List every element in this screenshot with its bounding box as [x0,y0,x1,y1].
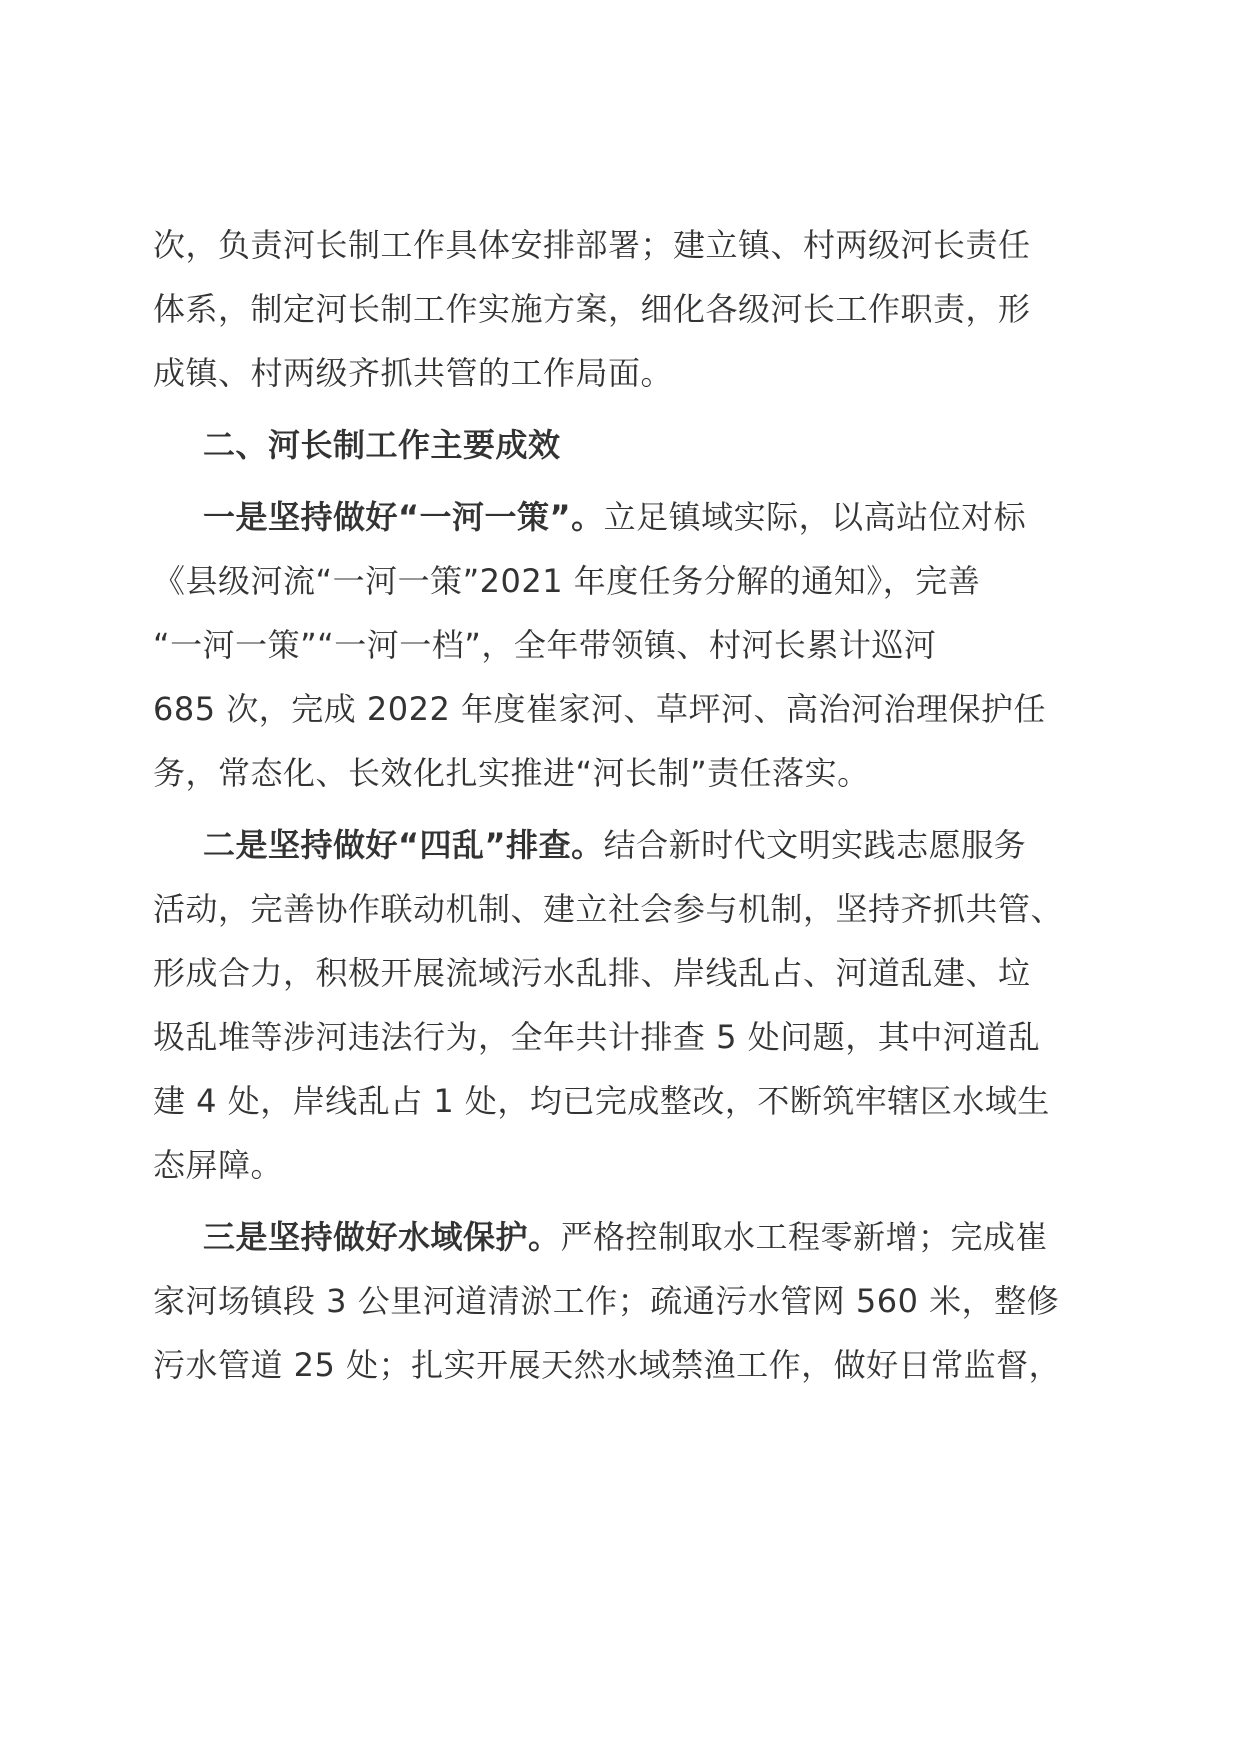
paragraph-first-line [153,1205,1089,1269]
text-line: “一河一策”“一河一档”，全年带领镇、村河长累计巡河 [153,626,937,664]
text-line: 家河场镇段 3 公里河道清淤工作；疏通污水管网 560 米，整修 [153,1282,1060,1320]
paragraph-lead: 二是坚持做好“四乱”排查。 [203,826,604,864]
text-line: 活动，完善协作联动机制、建立社会参与机制，坚持齐抓共管、 [153,890,1064,928]
text-line: 体系，制定河长制工作实施方案，细化各级河长工作职责，形 [153,290,1031,328]
paragraph-item-2 [153,813,1089,1197]
text-line: 685 次，完成 2022 年度崔家河、草坪河、高治河治理保护任 [153,690,1047,728]
text-line: 态屏障。 [153,1146,284,1184]
text-line: 建 4 处，岸线乱占 1 处，均已完成整改，不断筑牢辖区水域生 [153,1082,1050,1120]
paragraph-first-text: 结合新时代文明实践志愿服务 [603,826,1027,864]
paragraph-item-1 [153,485,1089,805]
paragraph-first-text: 立足镇域实际，以高站位对标 [603,498,1027,536]
paragraph-lead: 一是坚持做好“一河一策”。 [203,498,604,536]
paragraph-lead: 三是坚持做好水域保护。 [203,1218,561,1256]
paragraph-first-line [153,485,1089,549]
section-heading: 二、河长制工作主要成效 [203,426,561,464]
text-line: 污水管道 25 处；扎实开展天然水域禁渔工作，做好日常监督， [153,1346,1062,1384]
text-line: 务，常态化、长效化扎实推进“河长制”责任落实。 [153,754,870,792]
section-heading-block [153,413,1089,477]
paragraph-item-3 [153,1205,1089,1397]
paragraph-first-text: 严格控制取水工程零新增；完成崔 [560,1218,1049,1256]
text-line: 圾乱堆等涉河违法行为，全年共计排查 5 处问题，其中河道乱 [153,1018,1041,1056]
text-line: 成镇、村两级齐抓共管的工作局面。 [153,354,674,392]
document-body [153,213,1089,1397]
paragraph-first-line [153,813,1089,877]
text-line: 次，负责河长制工作具体安排部署；建立镇、村两级河长责任 [153,226,1031,264]
text-line: 形成合力，积极开展流域污水乱排、岸线乱占、河道乱建、垃 [153,954,1031,992]
paragraph-intro [153,213,1089,405]
text-line: 《县级河流“一河一策”2021 年度任务分解的通知》，完善 [153,562,981,600]
